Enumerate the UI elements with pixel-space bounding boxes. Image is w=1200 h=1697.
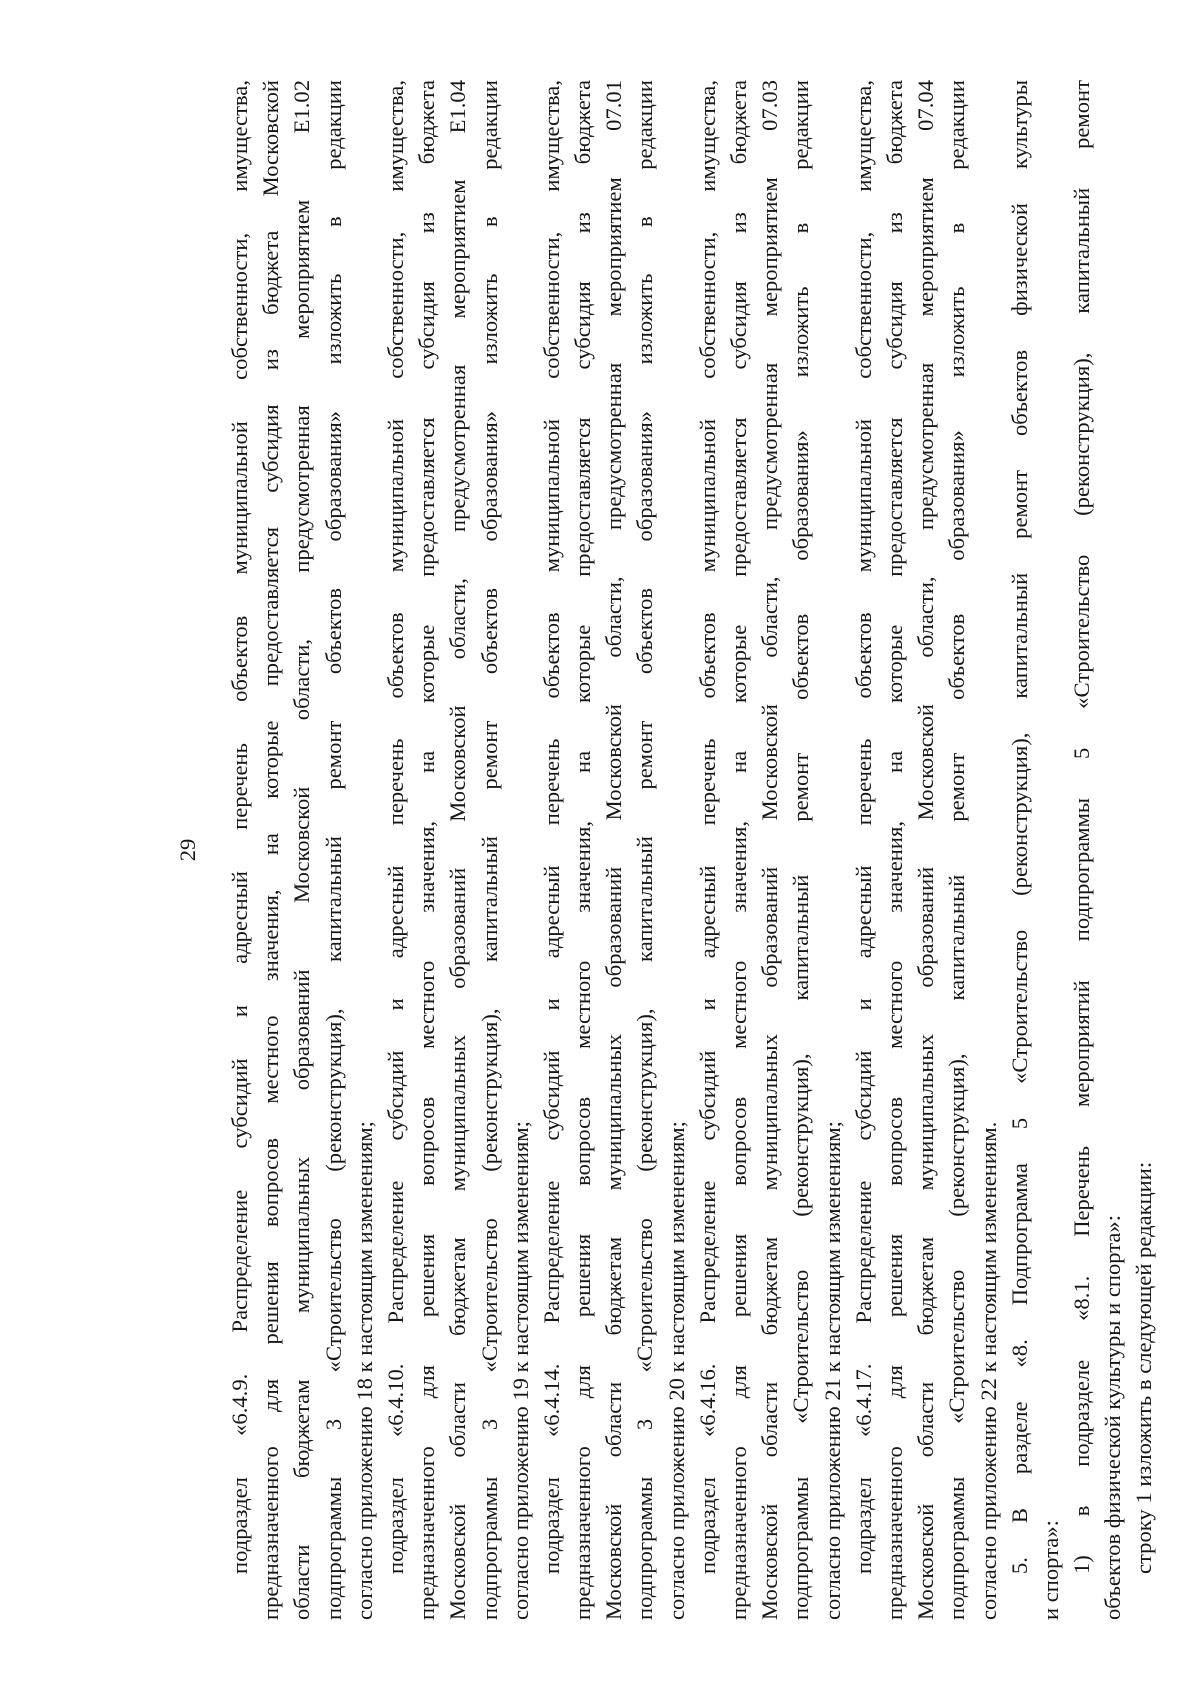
text-line: предназначенного для решения вопросов местного значения, на которые предоставляется субсидия из бюджета [570, 80, 596, 1620]
text-line: согласно приложению 19 к настоящим изменениям; [507, 1121, 533, 1620]
text-line: согласно приложению 18 к настоящим изменениям; [351, 1121, 377, 1620]
text-line: подпрограммы 3 «Строительство (реконструкция), капитальный ремонт объектов образования» изложить в редакции [632, 80, 658, 1620]
text-line: подпрограммы «Строительство (реконструкция), капитальный ремонт объектов образования» изложить в редакции [944, 80, 970, 1620]
text-line: предназначенного для решения вопросов местного значения, на которые предоставляется субсидия из бюджета [726, 80, 751, 1620]
text-line: подраздел «6.4.10. Распределение субсидий и адресный перечень объектов муниципальной собственности, имущества, [382, 80, 408, 1574]
text-line: области бюджетам муниципальных образований Московской области, предусмотренная мероприятием Е1.02 [289, 80, 315, 1620]
text-line: согласно приложению 20 к настоящим изменениям; [663, 1121, 689, 1620]
document-page [120, 80, 1157, 1620]
text-line: и спорта»: [1037, 1520, 1063, 1620]
text-line: предназначенного для решения вопросов местного значения, на которые предоставляется субсидия из бюджета [881, 80, 907, 1620]
text-line: Московской области бюджетам муниципальных образований Московской области, предусмотренная мероприятием 07.01 [601, 80, 627, 1620]
text-line: предназначенного для решения вопросов местного значения, на которые предоставляется субсидия из бюджета Московской [258, 80, 284, 1620]
text-line: согласно приложению 21 к настоящим изменениям; [819, 1121, 845, 1620]
text-line: предназначенного для решения вопросов местного значения, на которые предоставляется субсидия из бюджета [414, 80, 440, 1620]
rotated-page-content [120, 80, 1157, 1620]
text-line: строку 1 изложить в следующей редакции: [1131, 1161, 1157, 1574]
text-line: согласно приложению 22 к настоящим изменениям. [975, 1121, 1001, 1620]
document-body [224, 80, 1160, 1620]
text-line: 5. В разделе «8. Подпрограмма 5 «Строительство (реконструкция), капитальный ремонт объектов физической культуры [1006, 80, 1032, 1574]
text-line: 1) в подразделе «8.1. Перечень мероприятий подпрограммы 5 «Строительство (реконструкция), капитальный ремонт [1069, 80, 1095, 1574]
text-line: подраздел «6.4.16. Распределение субсидий и адресный перечень объектов муниципальной собственности, имущества, [694, 80, 720, 1574]
text-line: подпрограммы «Строительство (реконструкция), капитальный ремонт объектов образования» изложить в редакции [788, 80, 814, 1620]
page-number: 29 [175, 838, 200, 862]
text-line: Московской области бюджетам муниципальных образований Московской области, предусмотренная мероприятием 07.04 [913, 80, 939, 1620]
text-line: подраздел «6.4.17. Распределение субсидий и адресный перечень объектов муниципальной собственности, имущества, [850, 80, 876, 1574]
text-line: подраздел «6.4.9. Распределение субсидий и адресный перечень объектов муниципальной собственности, имущества, [227, 80, 252, 1574]
text-line: подраздел «6.4.14. Распределение субсидий и адресный перечень объектов муниципальной собственности, имущества, [538, 80, 564, 1574]
text-line: подпрограммы 3 «Строительство (реконструкция), капитальный ремонт объектов образования» изложить в редакции [320, 80, 346, 1620]
text-line: Московской области бюджетам муниципальных образований Московской области, предусмотренная мероприятием 07.03 [757, 80, 783, 1620]
text-line: подпрограммы 3 «Строительство (реконструкция), капитальный ремонт объектов образования» изложить в редакции [476, 80, 502, 1620]
text-line: объектов физической культуры и спорта»: [1100, 1215, 1126, 1620]
text-line: Московской области бюджетам муниципальных образований Московской области, предусмотренная мероприятием Е1.04 [445, 80, 471, 1620]
